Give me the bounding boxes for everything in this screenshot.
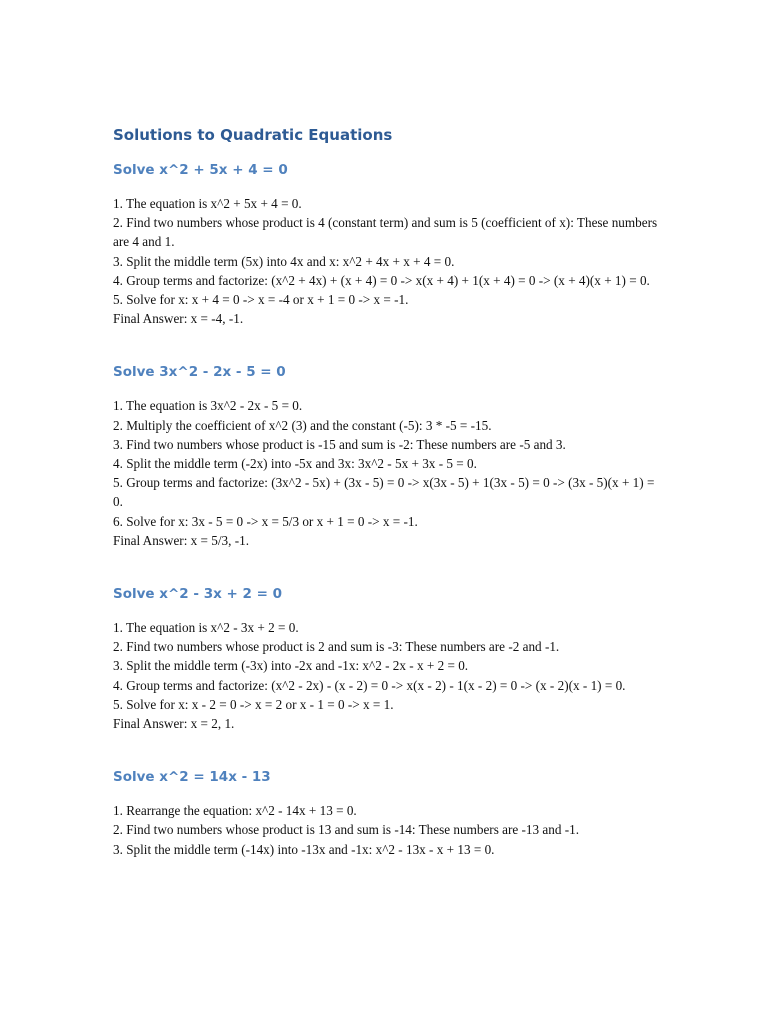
section-heading: Solve 3x^2 - 2x - 5 = 0 [113, 364, 286, 381]
solution-step: 1. The equation is x^2 - 3x + 2 = 0. [113, 620, 299, 636]
solution-step: 4. Group terms and factorize: (x^2 - 2x) - (x - 2) = 0 -> x(x - 2) - 1(x - 2) = 0 -> (x - 2)(x - 1) = 0. [113, 677, 626, 693]
section-heading: Solve x^2 + 5x + 4 = 0 [113, 162, 288, 178]
solution-step: 3. Split the middle term (5x) into 4x and x: x^2 + 4x + x + 4 = 0. [113, 253, 455, 269]
solution-step: 5. Group terms and factorize: (3x^2 - 5x) + (3x - 5) = 0 -> x(3x - 5) + 1(3x - 5) = 0 -> (3x - 5)(x + 1) = 0. [113, 475, 655, 510]
document-title: Solutions to Quadratic Equations [113, 126, 393, 144]
solution-step: 5. Solve for x: x - 2 = 0 -> x = 2 or x - 1 = 0 -> x = 1. [113, 696, 394, 712]
solution-step: 3. Find two numbers whose product is -15 and sum is -2: These numbers are -5 and 3. [113, 436, 566, 452]
solution-step: 5. Solve for x: x + 4 = 0 -> x = -4 or x + 1 = 0 -> x = -1. [113, 292, 409, 308]
solution-step: 6. Solve for x: 3x - 5 = 0 -> x = 5/3 or x + 1 = 0 -> x = -1. [113, 513, 418, 529]
solution-step: 3. Split the middle term (-3x) into -2x and -1x: x^2 - 2x - x + 2 = 0. [113, 658, 469, 674]
solution-step: 2. Find two numbers whose product is 13 and sum is -14: These numbers are -13 and -1. [113, 822, 580, 838]
solution-step: 1. Rearrange the equation: x^2 - 14x + 13 = 0. [113, 803, 357, 819]
solution-section [113, 160, 658, 328]
section-heading: Solve x^2 - 3x + 2 = 0 [113, 586, 283, 603]
solution-section [113, 584, 658, 733]
document-content [113, 124, 658, 859]
solution-section [113, 767, 658, 859]
solution-step: 2. Multiply the coefficient of x^2 (3) and the constant (-5): 3 * -5 = -15. [113, 417, 492, 433]
solution-step: 2. Find two numbers whose product is 4 (constant term) and sum is 5 (coefficient of x): These numbers are 4 and 1. [113, 215, 658, 250]
solution-section [113, 362, 658, 550]
solution-step: 1. The equation is 3x^2 - 2x - 5 = 0. [113, 398, 303, 414]
final-answer: Final Answer: x = 2, 1. [113, 716, 235, 732]
solution-step: 1. The equation is x^2 + 5x + 4 = 0. [113, 196, 302, 211]
solution-step: 2. Find two numbers whose product is 2 and sum is -3: These numbers are -2 and -1. [113, 639, 560, 655]
final-answer: Final Answer: x = 5/3, -1. [113, 532, 250, 548]
solution-step: 4. Split the middle term (-2x) into -5x and 3x: 3x^2 - 5x + 3x - 5 = 0. [113, 456, 477, 472]
section-heading: Solve x^2 = 14x - 13 [113, 769, 271, 786]
solution-step: 3. Split the middle term (-14x) into -13x and -1x: x^2 - 13x - x + 13 = 0. [113, 841, 495, 857]
solution-step: 4. Group terms and factorize: (x^2 + 4x) + (x + 4) = 0 -> x(x + 4) + 1(x + 4) = 0 -> (x + 4)(x + 1) = 0. [113, 272, 650, 288]
final-answer: Final Answer: x = -4, -1. [113, 311, 244, 327]
